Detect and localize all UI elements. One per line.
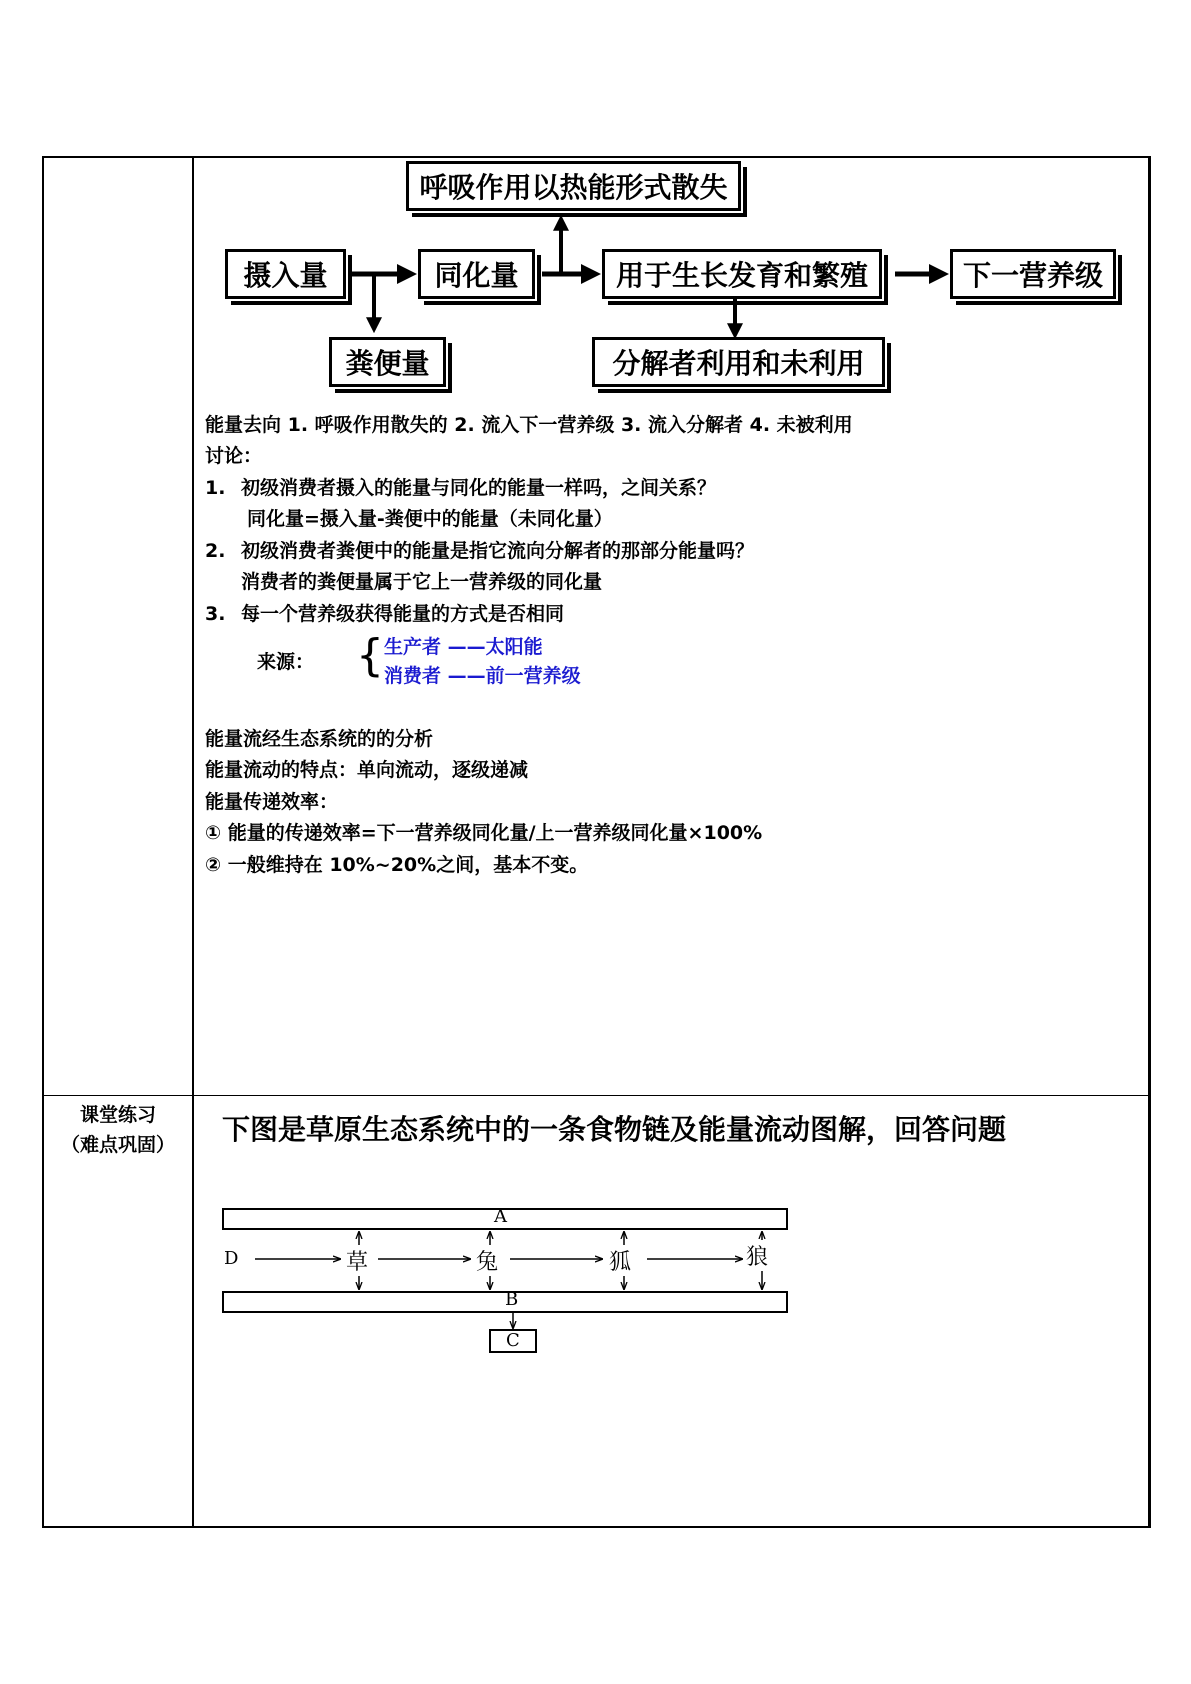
label-b: B	[505, 1289, 519, 1310]
q1-number: 1.	[205, 477, 226, 499]
intake-label: 摄入量	[243, 259, 328, 292]
label-a: A	[494, 1206, 507, 1227]
decomposer-label: 分解者利用和未利用	[612, 347, 865, 380]
q3-number: 3.	[205, 603, 226, 625]
practice-label-line2: （难点巩固）	[60, 1134, 175, 1156]
node-fox: 狐	[607, 1245, 633, 1276]
analysis-title: 能量流经生态系统的的分析	[205, 728, 434, 750]
next-level-label: 下一营养级	[962, 259, 1103, 292]
label-d: D	[224, 1248, 239, 1269]
a2-text: 消费者的粪便量属于它上一营养级的同化量	[241, 571, 603, 593]
growth-label: 用于生长发育和繁殖	[615, 259, 868, 292]
source-label: 来源：	[257, 651, 315, 673]
source-consumer: 消费者 ——前一营养级	[384, 665, 581, 687]
efficiency-1: ① 能量的传递效率=下一营养级同化量/上一营养级同化量×100%	[205, 822, 763, 844]
energy-flow-text: 能量去向 1. 呼吸作用散失的 2. 流入下一营养级 3. 流入分解者 4. 未被利用	[205, 414, 853, 436]
efficiency-title: 能量传递效率：	[205, 791, 339, 813]
label-c: C	[506, 1330, 520, 1351]
a1-text: 同化量=摄入量-粪便中的能量（未同化量）	[247, 508, 613, 530]
source-brace: {	[356, 630, 384, 681]
practice-question: 下图是草原生态系统中的一条食物链及能量流动图解，回答问题	[222, 1113, 1007, 1146]
source-producer: 生产者 ——太阳能	[384, 636, 543, 658]
feces-label: 粪便量	[345, 347, 430, 380]
node-rabbit: 兔	[474, 1245, 500, 1276]
feature-text: 能量流动的特点：单向流动，逐级递减	[205, 759, 529, 781]
efficiency-2: ② 一般维持在 10%~20%之间，基本不变。	[205, 854, 589, 876]
respiration-label: 呼吸作用以热能形式散失	[419, 171, 728, 204]
assimilation-label: 同化量	[434, 259, 519, 292]
practice-label-line1: 课堂练习	[79, 1104, 156, 1126]
q2-text: 初级消费者粪便中的能量是指它流向分解者的那部分能量吗？	[241, 540, 755, 562]
discussion-title: 讨论：	[205, 445, 263, 467]
q2-number: 2.	[205, 540, 226, 562]
q1-text: 初级消费者摄入的能量与同化的能量一样吗，之间关系？	[241, 477, 717, 499]
q3-text: 每一个营养级获得能量的方式是否相同	[241, 603, 565, 625]
node-wolf: 狼	[744, 1240, 770, 1271]
node-grass: 草	[344, 1245, 370, 1276]
